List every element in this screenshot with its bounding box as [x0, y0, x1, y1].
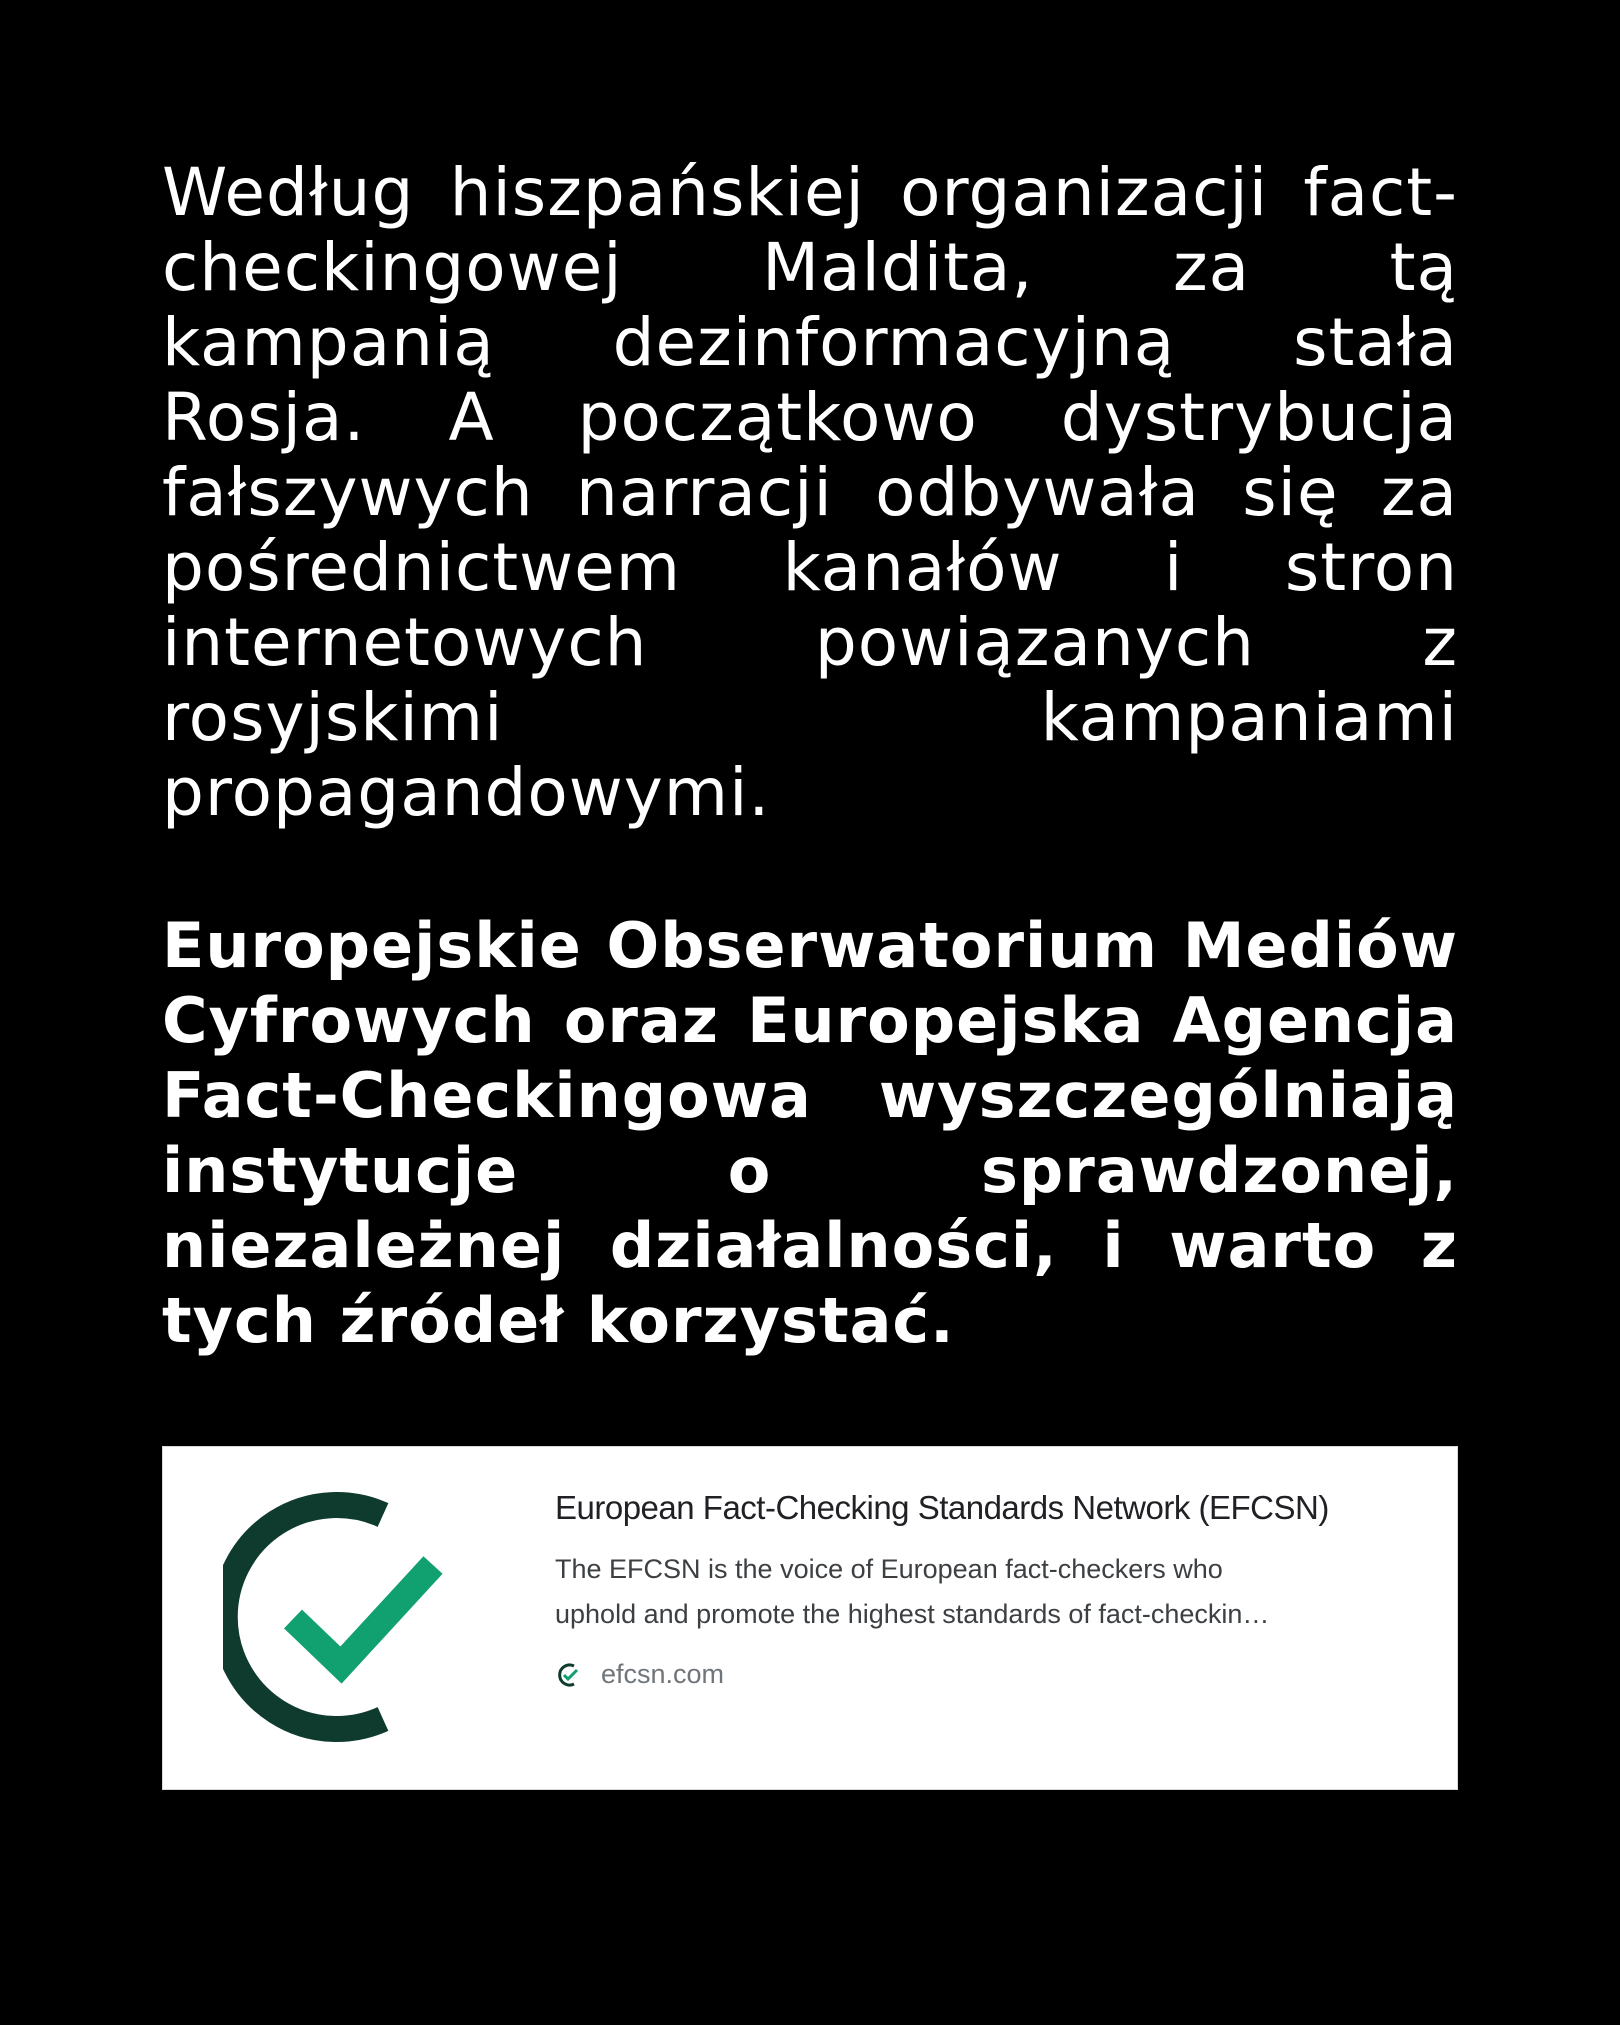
card-description-line-2: uphold and promote the highest standards of fact-checkin… — [555, 1599, 1270, 1629]
card-domain-row[interactable] — [555, 1659, 1415, 1690]
emphasis-paragraph: Europejskie Obserwatorium Mediów Cyfrowych oraz Europejska Agencja Fact-Checkingowa wyszczególniają instytucje o sprawdzonej, niezależnej działalności, i warto z tych źródeł korzystać. — [162, 909, 1458, 1357]
card-description-line-1: The EFCSN is the voice of European fact-checkers who — [555, 1554, 1223, 1584]
intro-paragraph: Według hiszpańskiej organizacji fact-checkingowej Maldita, za tą kampanią dezinformacyjną stała Rosja. A początkowo dystrybucja fałszywych narracji odbywała się za pośrednictwem kanałów i stron internetowych powiązanych z rosyjskimi kampaniami propagandowymi. — [162, 154, 1458, 831]
link-preview-card[interactable] — [162, 1446, 1458, 1790]
card-domain[interactable]: efcsn.com — [601, 1659, 725, 1689]
card-description — [555, 1547, 1415, 1637]
card-title[interactable]: European Fact-Checking Standards Network (EFCSN) — [555, 1489, 1329, 1526]
efcsn-favicon-icon — [557, 1662, 583, 1688]
efcsn-check-logo-icon — [223, 1487, 483, 1747]
card-text — [555, 1483, 1415, 1690]
